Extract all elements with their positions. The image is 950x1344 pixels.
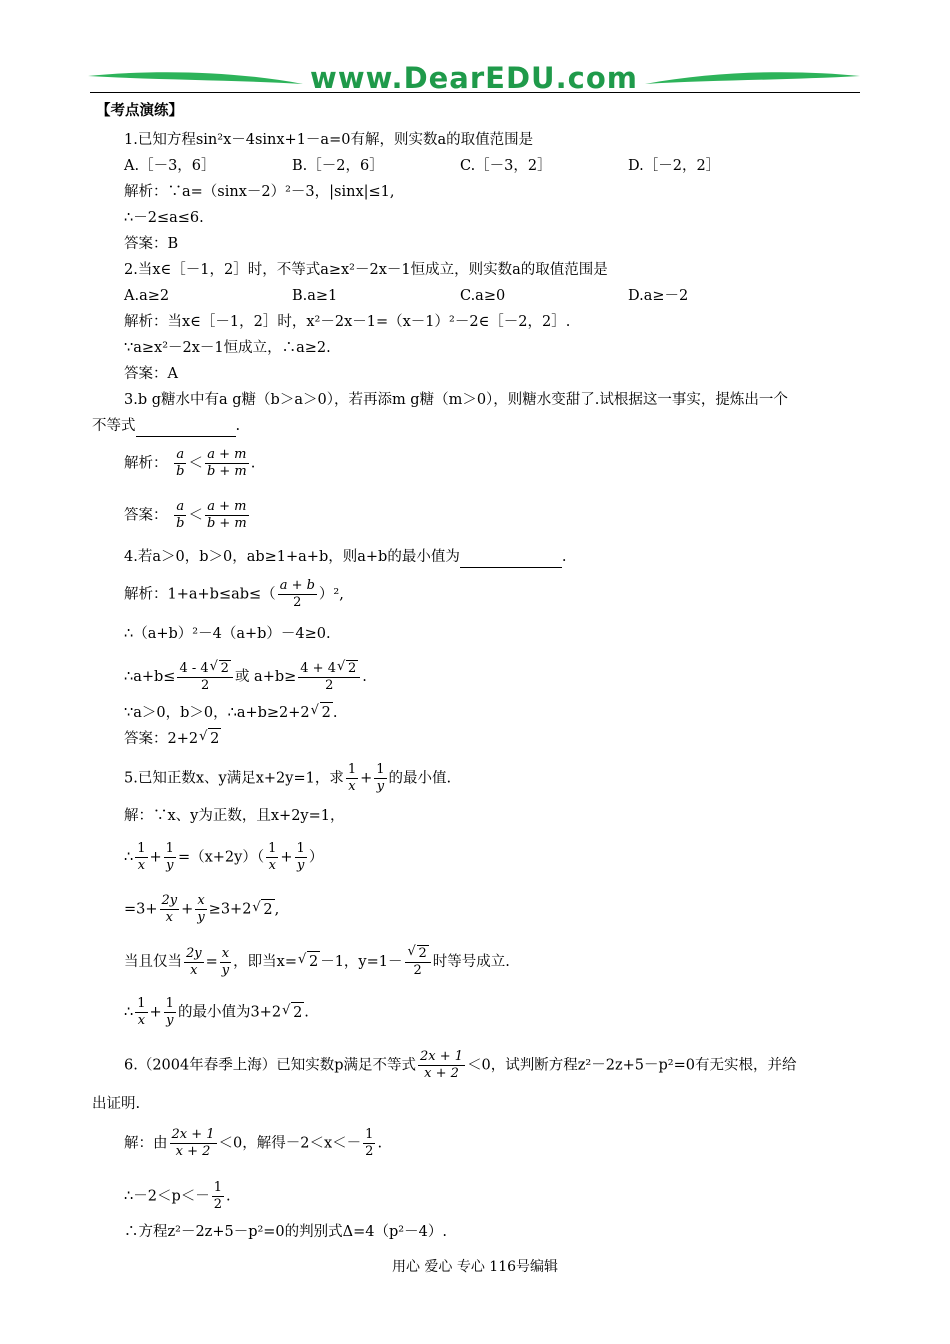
fraction-aplusb-over-2 — [278, 578, 317, 611]
q5-solution-5-post: 的最小值为3+2 — [177, 1004, 282, 1021]
q2-option-b: B.a≥1 — [292, 288, 338, 304]
q3-answer — [124, 499, 251, 532]
q6-solution-2: ∴－2＜p＜－ $\frac{1}{2}$ . — [124, 1180, 231, 1212]
q6-solution-2-text: ∴－2＜p＜－ — [124, 1188, 210, 1205]
q6-solution-3: ∴方程z²－2z+5－p²=0的判别式Δ=4（p²－4）. — [124, 1224, 447, 1240]
denominator: b — [176, 464, 185, 479]
denominator: y — [166, 858, 174, 873]
q4-solution-1 — [124, 578, 344, 611]
numerator: 1 — [296, 841, 305, 856]
q3-solution-label: 解析： — [124, 455, 168, 472]
less-than-sign: ＜ — [188, 507, 203, 524]
fraction-a-over-b — [174, 447, 186, 480]
q6-solution-1-post: ＜0，解得－2＜x＜－ — [218, 1135, 362, 1152]
q5-solution-5: ∴ $\frac{1}{x}$ + $\frac{1}{y}$ 的最小值为3+2√ 2 . — [124, 996, 309, 1029]
fraction-lower-bound — [177, 660, 232, 694]
q4-answer-text: 答案：2+2 — [124, 731, 199, 747]
fraction-1-over-x — [346, 762, 358, 795]
q5-solution-4-mid: ，即当x= — [233, 954, 297, 970]
fraction-1-over-y — [164, 996, 176, 1029]
q1-stem: 1.已知方程sin²x－4sinx+1－a=0有解，则实数a的取值范围是 — [124, 132, 534, 148]
q5-stem-post: 的最小值. — [388, 770, 452, 787]
numerator: 1 — [268, 841, 277, 856]
denominator: x — [268, 858, 276, 873]
q2-solution-1: 解析：当x∈［－1，2］时，x²－2x－1=（x－1）²－2∈［－2，2］. — [124, 314, 571, 330]
q5-solution-4-mid2: －1，y=1－ — [320, 954, 403, 970]
q2-option-d: D.a≥－2 — [628, 288, 689, 304]
fraction-1-over-2 — [363, 1127, 375, 1160]
q3-stem-1: 3.b g糖水中有a g糖（b＞a＞0），若再添m g糖（m＞0），则糖水变甜了.试根据这一事实，提炼出一个 — [124, 392, 788, 408]
numerator: 1 — [376, 762, 385, 777]
q2-answer: 答案：A — [124, 366, 178, 382]
fraction-1-over-y — [374, 762, 386, 795]
denominator: 2 — [201, 678, 210, 693]
q4-stem-text: 4.若a＞0，b＞0，ab≥1+a+b，则a+b的最小值为 — [124, 549, 460, 565]
header-banner — [88, 62, 860, 94]
q1-option-a: A.［－3，6］ — [124, 158, 216, 174]
fraction-2y-over-x — [184, 946, 204, 979]
q4-answer-blank — [460, 547, 562, 568]
fraction-1-over-2 — [212, 1180, 224, 1213]
q1-option-d: D.［－2，2］ — [628, 158, 721, 174]
q2-stem: 2.当x∈［－1，2］时，不等式a≥x²－2x－1恒成立，则实数a的取值范围是 — [124, 262, 608, 278]
q4-solution-4-text: ∵a＞0，b＞0，∴a+b≥2+2 — [124, 705, 310, 721]
fraction-am-over-bm — [205, 499, 249, 532]
denominator: 2 — [325, 678, 334, 693]
q3-stem-2: 不等式 . — [92, 416, 240, 437]
q5-solution-3: =3+ $\frac{2y}{x}$ + $\frac{x}{y}$ ≥3+2√ 2 , — [124, 893, 279, 926]
q4-solution-3-pre: ∴a+b≤ — [124, 669, 176, 685]
numerator: 1 — [347, 762, 357, 777]
page-footer: 用心 爱心 专心 116号编辑 — [391, 1259, 559, 1275]
fraction-x-over-y — [220, 946, 231, 979]
q4-answer — [124, 728, 221, 749]
q6-stem-2: 出证明. — [92, 1096, 141, 1112]
q6-stem-1 — [124, 1049, 796, 1082]
q4-solution-2: ∴（a+b）²－4（a+b）－4≥0. — [124, 626, 331, 642]
q4-solution-3-mid: 或 a+b≥ — [234, 669, 297, 685]
numerator: 1 — [365, 1127, 374, 1142]
section-title: 【考点演练】 — [96, 102, 183, 119]
fraction-am-over-bm — [205, 447, 249, 480]
denominator: b — [176, 516, 185, 531]
denominator: b + m — [206, 516, 247, 531]
q2-solution-2: ∵a≥x²－2x－1恒成立，∴a≥2. — [124, 340, 331, 356]
q2-option-a: A.a≥2 — [124, 288, 170, 304]
q1-solution-2: ∴－2≤a≤6. — [124, 210, 204, 226]
denominator: x — [165, 910, 174, 925]
q4-solution-4: ∵a＞0，b＞0，∴a+b≥2+2√ 2 . — [124, 702, 338, 723]
site-logo: www.DearEDU.com — [310, 61, 638, 95]
q5-solution-4-pre: 当且仅当 — [124, 954, 182, 970]
numerator: 2x + 1 — [171, 1127, 215, 1142]
q5-stem: 5.已知正数x、y满足x+2y=1，求 $\frac{1}{x}$ + $\frac{1}{y}$ 的最小值. — [124, 762, 452, 794]
denominator: y — [221, 962, 230, 978]
fraction-upper-bound — [298, 660, 360, 694]
sqrt-2: √ 2 — [346, 660, 358, 677]
numerator: a + m — [205, 499, 249, 516]
numerator: 1 — [137, 996, 146, 1011]
numerator: 2y — [186, 945, 202, 961]
numerator: 2y — [161, 893, 178, 908]
numerator: 1 — [213, 1180, 223, 1195]
fraction-x-over-y — [195, 893, 206, 926]
q4-solution-1-post: ）², — [318, 586, 344, 603]
numerator: 1 — [165, 996, 174, 1011]
q6-solution-1: 解：由 $\frac{2x + 1}{x + 2}$ ＜0，解得－2＜x＜－ $\frac{1}{2}$ . — [124, 1127, 383, 1159]
denominator: y — [297, 858, 305, 873]
denominator: x — [190, 962, 198, 978]
q5-solution-3-pre: =3+ — [124, 901, 158, 918]
denominator: x + 2 — [424, 1066, 459, 1081]
q1-option-c: C.［－3，2］ — [460, 158, 552, 174]
q1-solution-1: 解析：∵a=（sinx－2）²－3，|sinx|≤1, — [124, 184, 395, 200]
fraction-2y-over-x — [160, 893, 180, 926]
numerator: 2x + 1 — [420, 1049, 464, 1064]
sqrt-2: √ 2 — [320, 702, 333, 723]
q5-solution-2-mid: =（x+2y）（ — [177, 849, 265, 866]
sqrt-2: √ 2 — [219, 660, 231, 677]
fraction-1-over-x — [135, 996, 147, 1029]
denominator: x + 2 — [175, 1144, 211, 1159]
less-than-sign: ＜ — [188, 455, 203, 472]
numerator: 1 — [165, 841, 174, 856]
denominator: x — [137, 1013, 146, 1028]
q5-solution-3-post: ≥3+2 — [208, 901, 252, 918]
q5-solution-4: 当且仅当 $\frac{2y}{x}$ = $\frac{x}{y}$ ，即当x=√ 2 －1，y=1－ √ $\frac{2}{2}$ 时等号成立. — [124, 945, 510, 979]
fraction-sqrt2-over-2 — [405, 945, 431, 979]
q6-solution-1-pre: 解：由 — [124, 1135, 168, 1152]
q4-solution-1-pre: 解析：1+a+b≤ab≤（ — [124, 586, 276, 603]
numerator: a + b — [279, 578, 315, 593]
sqrt-2: √ 2 — [417, 945, 429, 962]
q1-answer: 答案：B — [124, 236, 179, 252]
q4-solution-3: ∴a+b≤ $\frac{4 - 4√ 2}{2}$ 或 a+b≥ $\frac{4 + 4√ 2}{2}$ . — [124, 660, 367, 694]
denominator: y — [376, 779, 385, 794]
fraction-1-over-x — [266, 841, 278, 874]
denominator: 2 — [213, 1197, 223, 1212]
numerator: a — [174, 499, 186, 516]
denominator: 2 — [365, 1144, 374, 1159]
fraction-1-over-y — [164, 841, 176, 874]
q6-stem-post: ＜0，试判断方程z²－2z+5－p²=0有无实根，并给 — [467, 1057, 797, 1074]
header-rule — [90, 92, 860, 93]
fraction-1-over-x — [135, 841, 147, 874]
numerator: 1 — [137, 841, 146, 856]
q3-stem-text: 不等式 — [92, 418, 136, 434]
q5-solution-2: ∴ $\frac{1}{x}$ + $\frac{1}{y}$ =（x+2y）（ $\frac{1}{x}$ + $\frac{1}{y}$ ） — [124, 841, 324, 873]
numerator: a — [174, 447, 186, 464]
q4-stem: 4.若a＞0，b＞0，ab≥1+a+b，则a+b的最小值为 . — [124, 547, 566, 568]
q3-answer-label: 答案： — [124, 507, 168, 524]
q5-solution-4-post: 时等号成立. — [432, 954, 510, 970]
q1-option-b: B.［－2，6］ — [292, 158, 384, 174]
numerator: 4 - 4 — [179, 661, 209, 676]
denominator: b + m — [206, 464, 247, 479]
q5-solution-1: 解：∵x、y为正数，且x+2y=1， — [124, 808, 345, 824]
sqrt-2: √ 2 — [208, 728, 221, 749]
q3-solution: 解析： $\frac{a}{b}$ ＜ $\frac{a + m}{b + m}$ . — [124, 447, 256, 479]
fraction-2x1-over-x2 — [170, 1127, 217, 1160]
numerator: x — [195, 893, 206, 910]
fraction-1-over-y — [295, 841, 307, 874]
denominator: 2 — [413, 963, 422, 978]
sqrt-2: √ 2 — [291, 1002, 304, 1023]
numerator: 4 + 4 — [300, 661, 336, 676]
q5-stem-pre: 5.已知正数x、y满足x+2y=1，求 — [124, 770, 344, 787]
sqrt-2: √ 2 — [307, 951, 320, 972]
fraction-a-over-b — [174, 499, 186, 532]
sqrt-2: √ 2 — [261, 899, 274, 920]
denominator: y — [166, 1013, 174, 1028]
numerator: x — [220, 946, 231, 963]
q2-option-c: C.a≥0 — [460, 288, 506, 304]
denominator: y — [197, 910, 205, 925]
q6-stem-pre: 6.（2004年春季上海）已知实数p满足不等式 — [124, 1057, 417, 1074]
q3-answer-blank — [136, 416, 236, 437]
fraction-2x1-over-x2 — [418, 1049, 465, 1082]
denominator: x — [348, 779, 356, 794]
right-wave-decoration — [645, 68, 860, 88]
denominator: 2 — [293, 595, 302, 610]
denominator: x — [137, 858, 146, 873]
numerator: a + m — [205, 447, 249, 464]
